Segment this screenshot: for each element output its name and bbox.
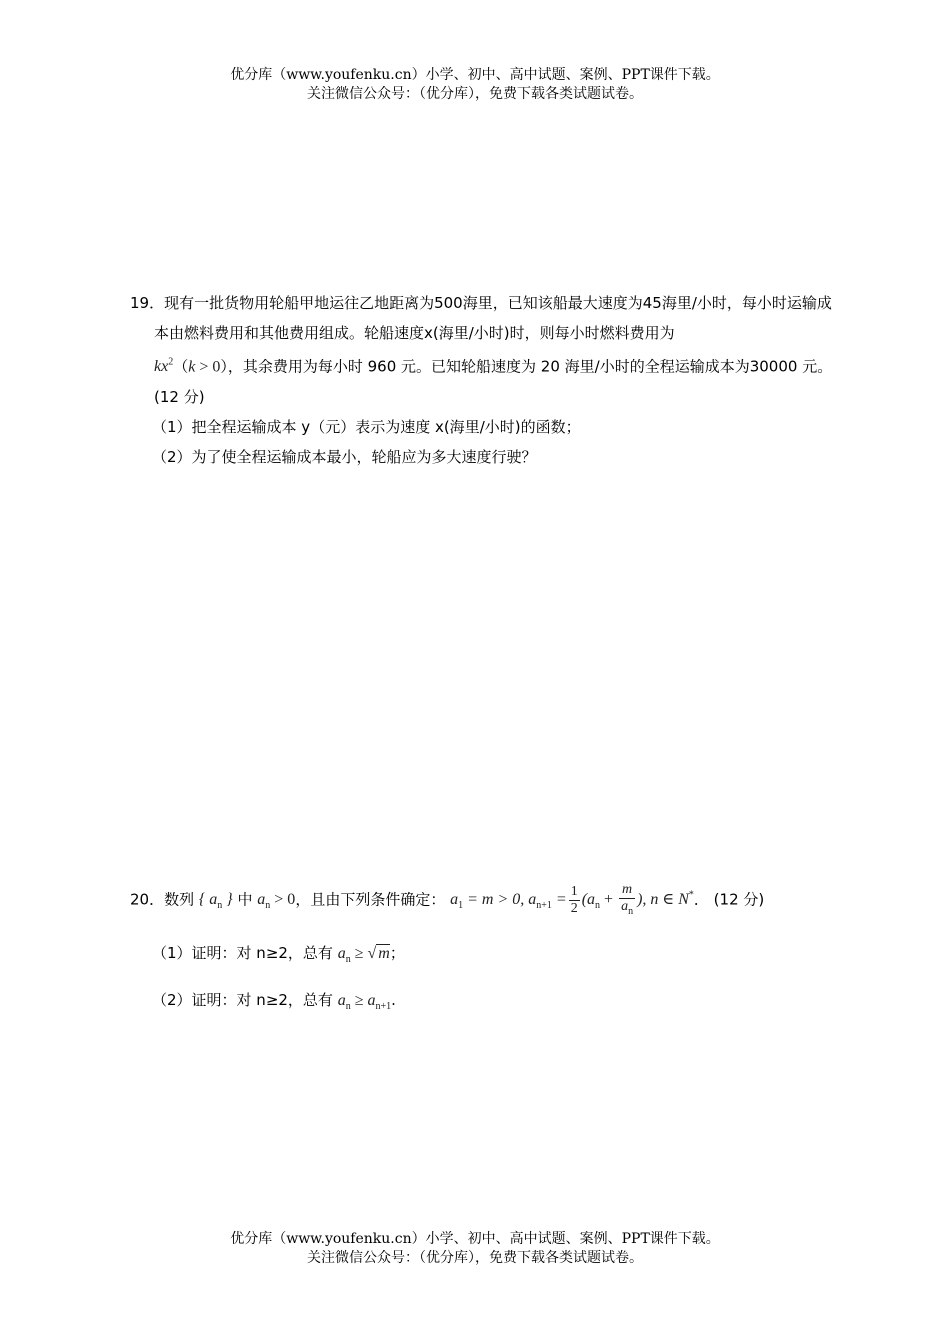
problem-20-number: 20．: [130, 890, 165, 909]
footer-line-1: 优分库（www.youfenku.cn）小学、初中、高中试题、案例、PPT课件下载。: [230, 1231, 720, 1247]
problem-19-stem: [130, 288, 840, 412]
problem-20-text-a: 数列: [164, 890, 195, 909]
problem-20: [130, 870, 840, 1027]
fraction-m-over-an: $\frac{m}{a_n}$: [621, 881, 634, 917]
problem-20-part-2: （2）证明：对 n≥2，总有 $a_n \ge a_{n+1}$.: [152, 990, 396, 1012]
problem-20-text-b: 中: [237, 890, 253, 909]
problem-19-number: 19．: [130, 294, 165, 312]
problem-19-text-a: 现有一批货物用轮船甲地运往乙地距离为500海里，已知该船最大速度为45海里/小时，每小时运输成本由燃料费用和其他费用组成。轮船速度x(海里/小时)时，则每小时燃料费用为: [154, 294, 832, 342]
positivity-condition: $a_n > 0$: [257, 891, 296, 912]
problem-20-stem: [130, 870, 840, 933]
header-line-1: 优分库（www.youfenku.cn）小学、初中、高中试题、案例、PPT课件下载。: [230, 67, 720, 83]
problem-19: [130, 288, 840, 472]
condition-formula: k > 0: [188, 358, 221, 376]
fraction-one-half: $\frac{1}{2}$: [570, 884, 578, 917]
condition-open: （: [173, 357, 189, 376]
problem-20-part-1: （1）证明：对 n≥2，总有 $a_n$ ≥ √ m；: [152, 943, 405, 965]
page-header: [0, 66, 950, 104]
footer-line-2: 关注微信公众号：（优分库），免费下载各类试题试卷。: [307, 1250, 643, 1266]
problem-20-text-c: ，且由下列条件确定：: [295, 890, 446, 909]
sequence-symbol: { $a_n$ }: [198, 891, 233, 912]
problem-19-part-1: （1）把全程运输成本 y（元）表示为速度 x(海里/小时)的函数；: [152, 418, 581, 437]
header-line-2: 关注微信公众号：（优分库），免费下载各类试题试卷。: [307, 86, 643, 102]
recurrence-formula: $a_1 = m > 0$, $a_{n+1}$ = $\frac{1}{2}$ ($a_n$ + $\frac{m}{a_n}$ ), n ∈ N*: [450, 891, 694, 908]
page-footer: [0, 1230, 950, 1268]
inequality-an-sqrt-m: $a_n$ ≥ √ m: [337, 944, 390, 965]
problem-20-score: ． (12 分): [693, 890, 765, 909]
inequality-an-an1: $a_n \ge a_{n+1}$: [337, 991, 392, 1012]
condition-close: ）: [220, 357, 228, 376]
problem-19-part-2: （2）为了使全程运输成本最小，轮船应为多大速度行驶？: [152, 448, 537, 467]
problem-19-text-b: ，其余费用为每小时 960 元。已知轮船速度为 20 海里/小时的全程运输成本为30000 元。(12 分): [154, 357, 833, 407]
fuel-cost-formula: $kx^2$: [154, 357, 174, 376]
